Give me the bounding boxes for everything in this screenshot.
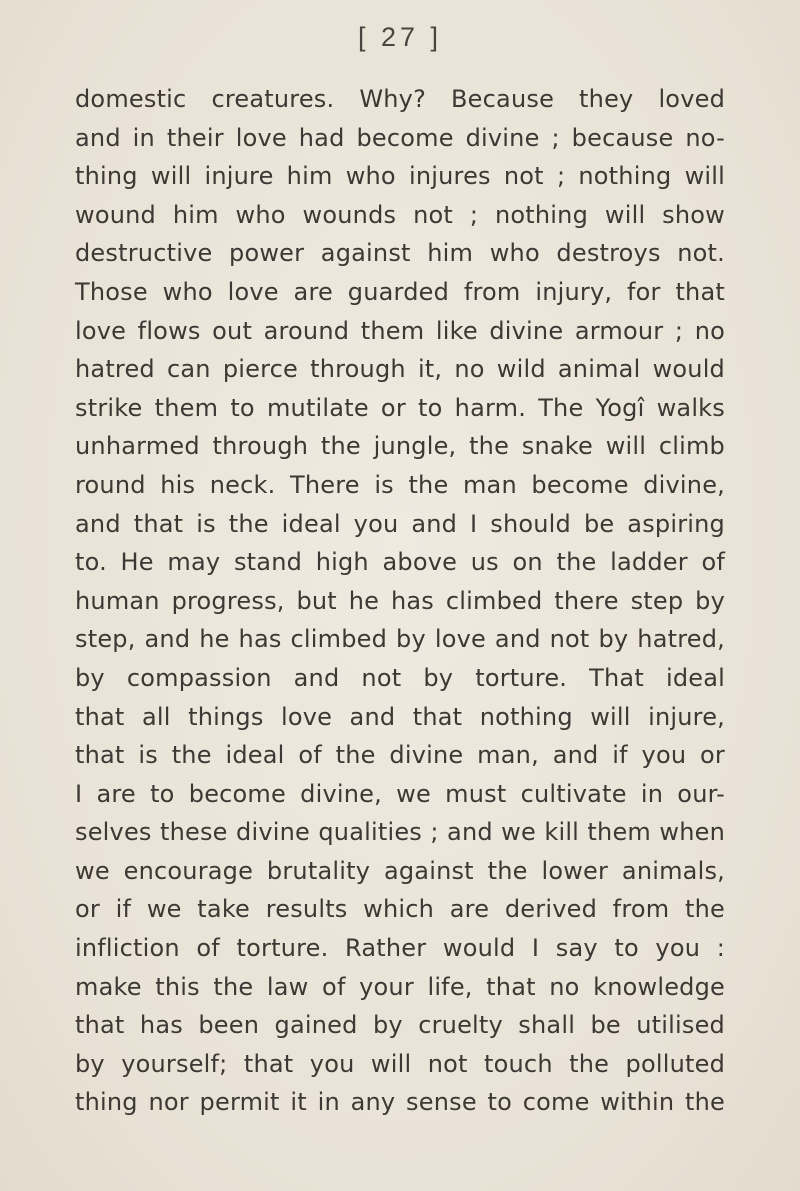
text-line: destructive power against him who destroys not. (75, 239, 725, 268)
text-line: to. He may stand high above us on the ladder of (75, 548, 725, 577)
text-line: thing will injure him who injures not ; nothing will (75, 162, 725, 191)
text-line: I are to become divine, we must cultivate in our- (75, 779, 725, 808)
text-line: or if we take results which are derived from the (75, 895, 725, 924)
text-line: and that is the ideal you and I should be aspiring (75, 509, 725, 538)
text-line: human progress, but he has climbed there step by (75, 586, 725, 615)
text-line: infliction of torture. Rather would I say to you : (75, 934, 725, 963)
text-line: that has been gained by cruelty shall be utilised (75, 1011, 725, 1040)
text-line: that is the ideal of the divine man, and if you or (75, 741, 725, 770)
text-line: selves these divine qualities ; and we kill them when (75, 818, 725, 847)
text-line: love flows out around them like divine armour ; no (75, 316, 725, 345)
text-line: by yourself; that you will not touch the polluted (75, 1049, 725, 1078)
body-text (75, 80, 725, 1122)
text-line: make this the law of your life, that no knowledge (75, 972, 725, 1001)
text-line: hatred can pierce through it, no wild animal would (75, 355, 725, 384)
text-line: wound him who wounds not ; nothing will show (75, 200, 725, 229)
text-line: unharmed through the jungle, the snake will climb (75, 432, 725, 461)
text-line: we encourage brutality against the lower animals, (75, 856, 725, 885)
text-line: strike them to mutilate or to harm. The Yogî walks (75, 393, 725, 422)
text-line: thing nor permit it in any sense to come within the (75, 1088, 725, 1117)
text-line: by compassion and not by torture. That ideal (75, 663, 725, 692)
text-line: domestic creatures. Why? Because they loved (75, 85, 725, 113)
text-line: round his neck. There is the man become divine, (75, 470, 725, 499)
text-line: and in their love had become divine ; because no- (75, 123, 725, 152)
text-line: Those who love are guarded from injury, for that (75, 277, 725, 306)
page-number: [ 27 ] (357, 22, 443, 52)
text-line: that all things love and that nothing will injure, (75, 702, 725, 731)
text-line: step, and he has climbed by love and not by hatred, (75, 625, 725, 654)
